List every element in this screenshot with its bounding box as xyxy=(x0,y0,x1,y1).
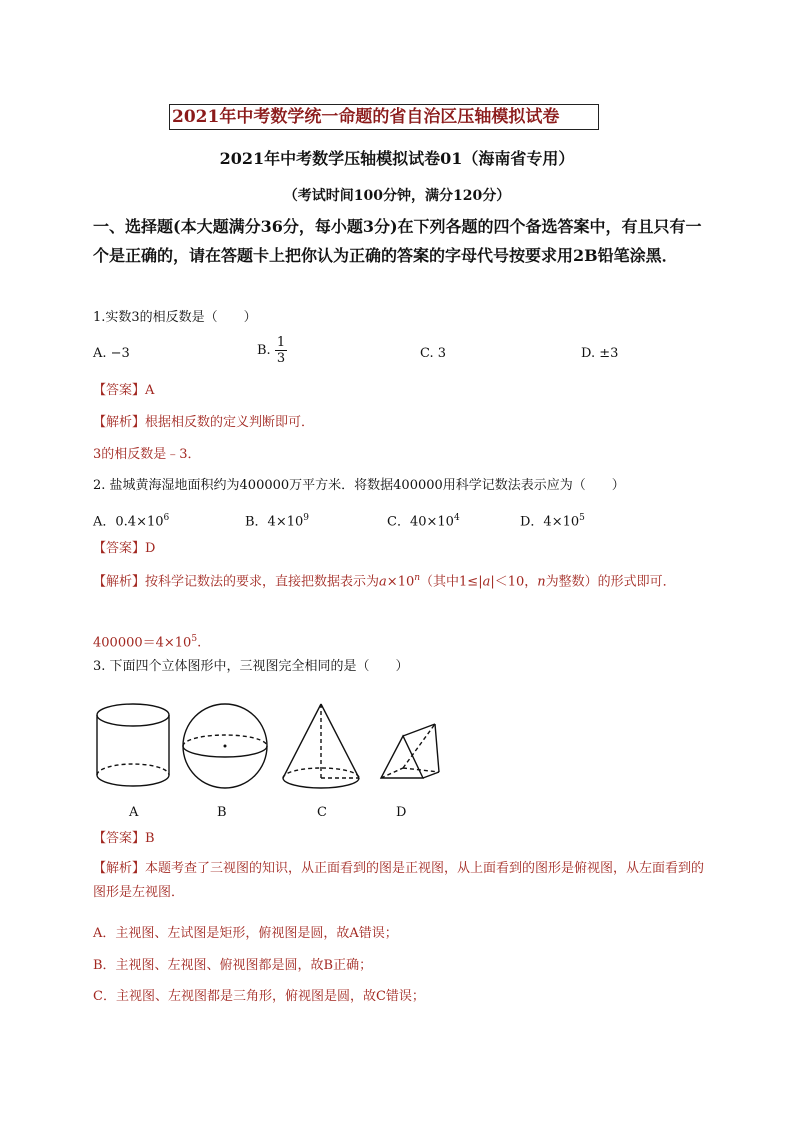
analysis-text: |＜10， xyxy=(490,574,538,590)
option-exponent: 9 xyxy=(303,513,309,523)
result-end: . xyxy=(197,635,202,651)
analysis-text: 根据相反数的定义判断即可． xyxy=(145,415,315,430)
answer-value: D xyxy=(145,541,156,556)
cylinder-icon xyxy=(97,704,169,786)
q1-option-b-prefix: B. xyxy=(257,343,271,358)
option-base: A．0.4×10 xyxy=(93,514,164,530)
analysis-text: 按科学记数法的要求，直接把数据表示为 xyxy=(145,574,380,590)
q2-answer xyxy=(93,540,155,558)
q3-option-b-analysis: B．主视图、左视图、俯视图都是圆，故B正确； xyxy=(93,958,373,973)
option-exponent: 5 xyxy=(579,513,585,523)
q2-option-d xyxy=(520,509,585,531)
answer-label: 【答案】 xyxy=(93,383,146,398)
q1-option-a: A. −3 xyxy=(93,346,130,361)
fraction-numerator: 1 xyxy=(276,335,286,350)
option-base: D．4×10 xyxy=(520,514,580,530)
variable-n: n xyxy=(537,574,546,590)
page-title: 2021年中考数学压轴模拟试卷01（海南省专用） xyxy=(219,149,575,168)
exponent-n: n xyxy=(414,573,421,583)
q3-analysis xyxy=(93,857,708,905)
q2-option-a xyxy=(93,509,169,531)
exam-info: （考试时间100分钟，满分120分） xyxy=(283,188,511,204)
q2-option-c xyxy=(387,509,460,531)
q1-option-b-fraction xyxy=(275,335,287,366)
q1-option-b xyxy=(257,335,287,366)
q3-option-a-analysis: A．主视图、左试图是矩形，俯视图是圆，故A错误； xyxy=(93,926,398,941)
section-instructions: 一、选择题(本大题满分36分，每小题3分)在下列各题的四个备选答案中，有且只有一个是正确的，请在答题卡上把你认为正确的答案的字母代号按要求用2B铅笔涂黑． xyxy=(93,217,702,265)
analysis-text: 为整数）的形式即可． xyxy=(545,574,676,590)
analysis-label: 【解析】 xyxy=(93,415,146,430)
solid-figures xyxy=(85,700,445,800)
analysis-label: 【解析】 xyxy=(93,574,146,590)
q2-option-b xyxy=(245,509,309,531)
q1-answer xyxy=(93,382,154,400)
q3-answer xyxy=(93,830,155,848)
analysis-label: 【解析】 xyxy=(93,861,146,876)
answer-value: A xyxy=(145,383,155,398)
shape-label-c: C xyxy=(317,805,327,820)
answer-value: B xyxy=(145,831,155,846)
analysis-text: 本题考查了三视图的知识，从正面看到的图是正视图，从上面看到的图形是俯视图，从左面看到的图形是左视图． xyxy=(93,861,705,900)
boxed-title: 2021年中考数学统一命题的省自治区压轴模拟试卷 xyxy=(169,104,599,130)
q1-analysis xyxy=(93,414,314,432)
option-base: B．4×10 xyxy=(245,514,304,530)
sphere-icon xyxy=(183,704,267,788)
shape-label-b: B xyxy=(217,805,227,820)
shape-label-d: D xyxy=(396,805,407,820)
analysis-text: ×10 xyxy=(386,574,415,590)
q3-stem: 3. 下面四个立体图形中，三视图完全相同的是（ ） xyxy=(93,659,409,674)
q1-option-c: C. 3 xyxy=(420,346,447,361)
triangular-prism-icon xyxy=(381,724,439,778)
result-exponent: 5 xyxy=(191,634,198,644)
q2-analysis xyxy=(93,566,708,594)
answer-label: 【答案】 xyxy=(93,541,146,556)
q3-option-c-analysis: C．主视图、左视图都是三角形，俯视图是圆，故C错误； xyxy=(93,989,425,1004)
q1-stem: 1.实数3的相反数是（ ） xyxy=(93,310,257,325)
cone-icon xyxy=(283,704,359,788)
option-exponent: 4 xyxy=(453,513,460,523)
fraction-denominator: 3 xyxy=(276,351,286,366)
variable-a: a xyxy=(379,574,387,590)
variable-a: a xyxy=(482,574,491,590)
answer-label: 【答案】 xyxy=(93,831,146,846)
result-base: 400000＝4×10 xyxy=(93,635,192,651)
q1-result: 3的相反数是﹣3． xyxy=(93,447,201,462)
option-exponent: 6 xyxy=(163,513,170,523)
q1-option-d: D. ±3 xyxy=(581,346,619,361)
analysis-text: （其中1≤| xyxy=(420,574,483,590)
q2-stem: 2. 盐城黄海湿地面积约为400000万平方米．将数据400000用科学记数法表示应为（ ） xyxy=(93,478,625,493)
option-base: C．40×10 xyxy=(387,514,454,530)
q2-result xyxy=(93,630,201,652)
shape-label-a: A xyxy=(129,805,139,820)
